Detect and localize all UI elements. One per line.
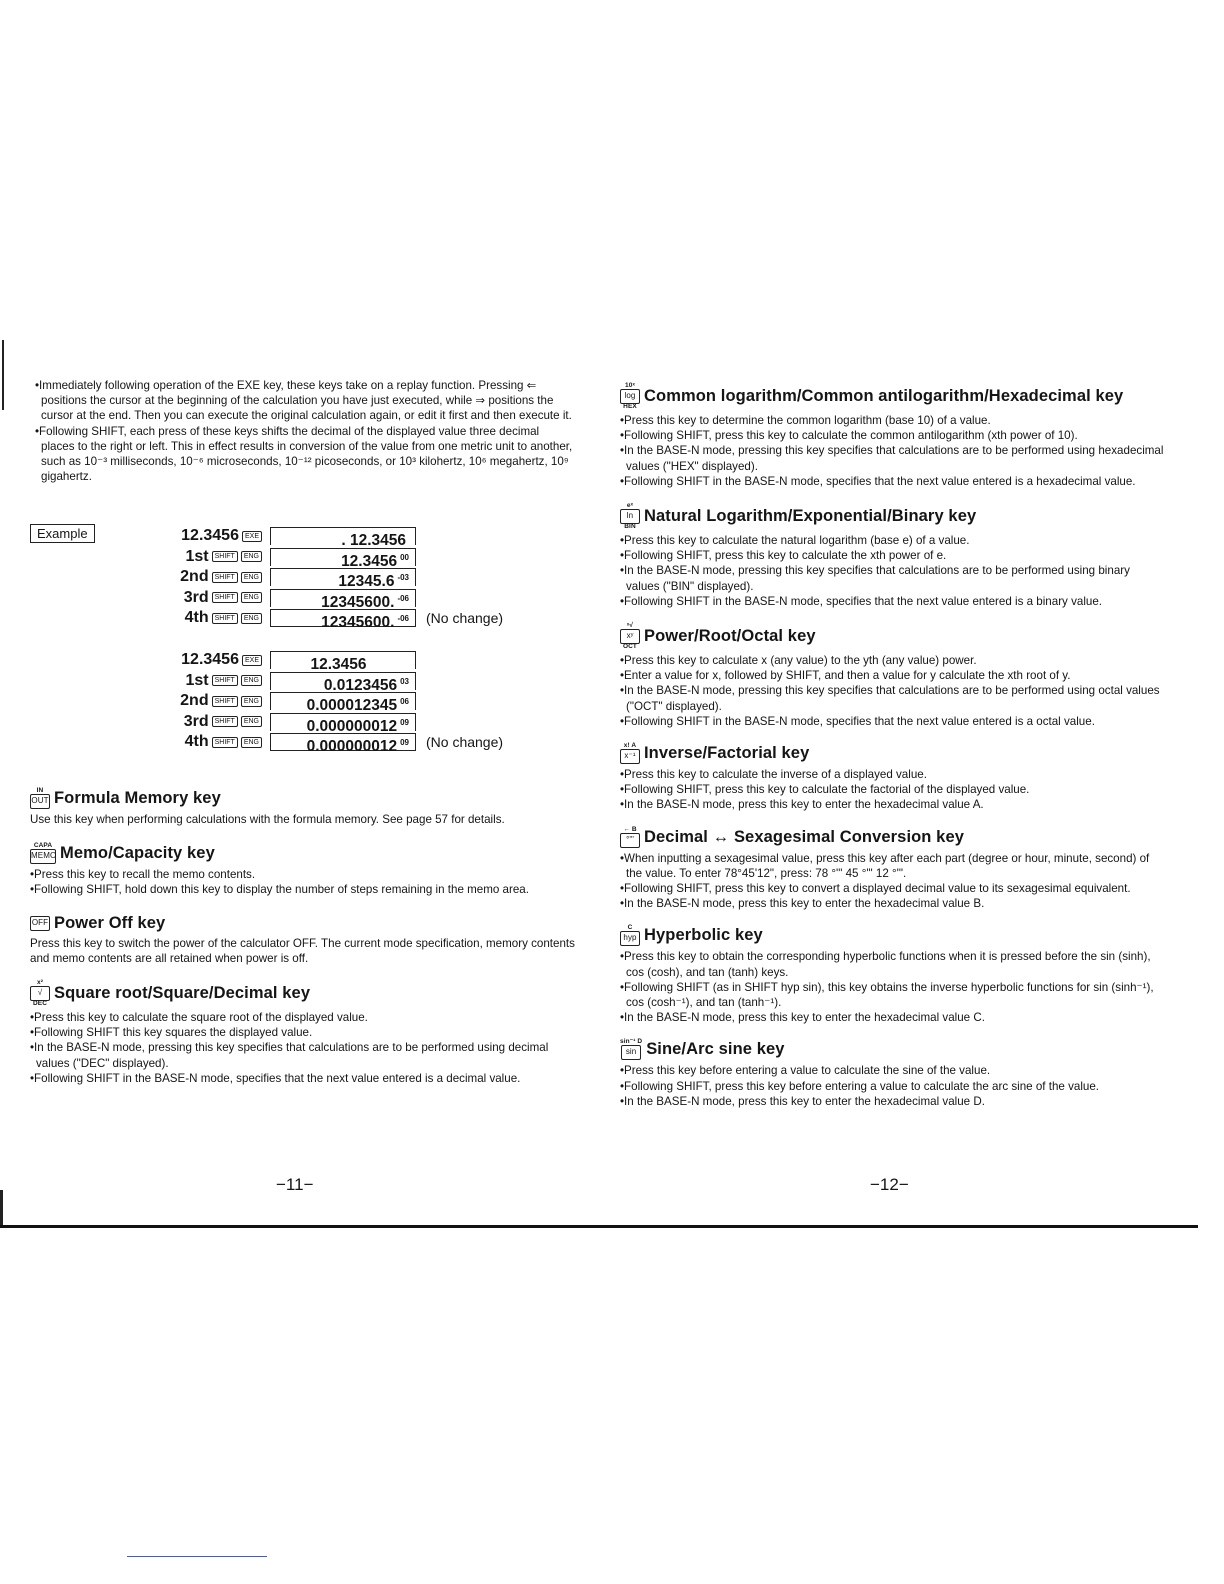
section-title: Hyperbolic key	[644, 926, 763, 945]
eng-key-icon: ENG	[241, 613, 262, 624]
left-sections: IN OUT Formula Memory key Use this key when performing calculations with the formula memory. See page 57 for details. CAPA MEMO Memo/Capacity key •Press this key to recall the memo contents. •Following SHIFT, hold down this key to display the number of steps remaining in the memo area. OFF Power Off key Press this key to switch the power of the calculator OFF. The current mode specification, memory contents and memo contents are all retained when power is off. x² √ DEC Square root/Square/Decimal key •Press this key to calculate the square root of the displayed value. •Following SHIFT this key squares the displayed value. •In the BASE-N mode, pressing this key specifies that calculations are to be performed using decimal values ("DEC" displayed). •Following SHIFT in the BASE-N mode, specifies that the next value entered is a decimal value.	[30, 787, 575, 1085]
scan-artifact-line	[127, 1556, 267, 1557]
power-heading: ˣ√ xʸ OCT Power/Root/Octal key	[620, 623, 1165, 650]
right-page: 10ˣ log HEX Common logarithm/Common antilogarithm/Hexadecimal key •Press this key to determine the common logarithm (base 10) of a value. •Following SHIFT, press this key to calculate the common antilogarithm (xth power of 10). •In the BASE-N mode, pressing this key specifies that calculations are to be performed using hexadecimal values ("HEX" displayed). •Following SHIFT in the BASE-N mode, specifies that the next value entered is a hexadecimal value. eˣ ln BIN Natural Logarithm/Exponential/Binary key •Press this key to calculate the natural logarithm (base e) of a value. •Following SHIFT, press this key to calculate the xth power of e. •In the BASE-N mode, pressing this key specifies that calculations are to be performed using binary values ("BIN" displayed). •Following SHIFT in the BASE-N mode, specifies that the next value entered is a binary value. ˣ√ xʸ OCT Power/Root/Octal key •Press this key to calculate x (any value) to the yth (any value) power. •Enter a value for x, followed by SHIFT, and then a value for y calculate the xth root of y. •In the BASE-N mode, pressing this key specifies that calculations are to be performed using octal values ("OCT" displayed). •Following SHIFT in the BASE-N mode, specifies that the next value entered is a octal value. x! A x⁻¹ Inverse/Factorial key •Press this key to calculate the inverse of a displayed value. •Following SHIFT, press this key to calculate the factorial of the displayed value. •In the BASE-N mode, press this key to enter the hexadecimal value A. ← B °'" Decimal ↔ Sexagesimal Conversion key •When inputting a sexagesimal value, press this key after each part (degree or hour, minute, second) of the value. To enter 78°45'12", press: 78 °'" 45 °'" 12 °'". •Following SHIFT, press this key to convert a displayed decimal value to its sexagesimal equivalent. •In the BASE-N mode, press this key to enter the hexadecimal value B. C hyp Hyperbolic key •Press this key to obtain the corresponding hyperbolic functions when it is pressed before the sin (sinh), cos (cosh), and tan (tanh) keys. •Following SHIFT (as in SHIFT hyp sin), this key obtains the inverse hyperbolic functions for sin (sinh⁻¹), cos (cosh⁻¹), and tan (tanh⁻¹). •In the BASE-N mode, press this key to enter the hexadecimal value C. sin⁻¹ D sin Sine/Arc sine key •Press this key before entering a value to calculate the sine of the value. •Following SHIFT, press this key before entering a value to calculate the arc sine of the value. •In the BASE-N mode, press this key to enter the hexadecimal value D.	[620, 382, 1164, 1108]
page-number-right: −12−	[870, 1175, 909, 1194]
example-display: 0.0123456 $^{03}$	[270, 672, 416, 690]
example-display: 0.000012345 $^{06}$	[270, 692, 416, 710]
section-title: Decimal ↔ Sexagesimal Conversion key	[644, 827, 965, 846]
section-title: Sine/Arc sine key	[646, 1040, 785, 1059]
eng-key-icon: ENG	[241, 716, 262, 727]
example-row: 12.3456 EXE 12.3456	[170, 650, 503, 671]
example-display: 12.3456 $^{00}$	[270, 548, 416, 566]
example-row: 4th SHIFT ENG 0.000000012 $^{09}$ (No change)	[184, 733, 504, 756]
example-row: 1st SHIFT ENG 12.3456 $^{00}$	[170, 547, 503, 568]
shift-key-icon: SHIFT	[212, 572, 238, 583]
shift-key-icon: SHIFT	[212, 613, 238, 624]
shift-key-icon: SHIFT	[212, 592, 238, 603]
formula-key-icon: OUT	[30, 794, 50, 809]
shift-key-icon: SHIFT	[212, 696, 238, 707]
memo-heading: CAPA MEMO Memo/Capacity key	[31, 842, 215, 863]
eng-key-icon: ENG	[241, 696, 262, 707]
example-step-label: 12.3456	[181, 527, 239, 545]
shift-key-icon: SHIFT	[212, 675, 238, 686]
binding-edge-mark	[2, 340, 4, 410]
eng-key-icon: ENG	[241, 572, 262, 583]
intro-section	[30, 378, 575, 484]
log-key-icon: log	[620, 389, 640, 404]
power-off-heading	[30, 914, 575, 933]
page-bottom-rule	[0, 1225, 1198, 1228]
example-row: 4th SHIFT ENG 12345600. $^{-06}$ (No change)	[184, 609, 504, 632]
example-group-2	[170, 650, 504, 756]
section-text: Use this key when performing calculations with the formula memory. See page 57 for details.	[30, 813, 505, 826]
example-display: 12.3456	[270, 651, 416, 669]
left-page	[30, 378, 575, 1085]
inverse-heading: x! A x⁻¹ Inverse/Factorial key	[620, 743, 1165, 764]
eng-key-icon: ENG	[241, 737, 262, 748]
sin-key-icon: sin	[621, 1045, 641, 1060]
exe-key-icon: EXE	[242, 655, 262, 666]
power-key-icon: xʸ	[620, 629, 640, 644]
intro-bullet: •Immediately following operation of the EXE key, these keys take on a replay function. Pressing ⇐ positions the cursor at the beginning of the calculation you have just executed, while ⇒ positions the cursor at the end. Then you can execute the original calculation again, or edit it first and then execute it.	[35, 379, 572, 423]
no-change-note: (No change)	[426, 734, 504, 751]
page-number-left: −11−	[276, 1175, 314, 1194]
shift-key-icon: SHIFT	[212, 551, 238, 562]
memo-key-icon: MEMO	[30, 849, 56, 864]
inverse-key-icon: x⁻¹	[620, 749, 640, 764]
section-title: Power/Root/Octal key	[644, 627, 816, 646]
example-row: 2nd SHIFT ENG 12345.6 $^{-03}$	[170, 567, 503, 588]
section-title: Memo/Capacity key	[60, 844, 215, 863]
eng-key-icon: ENG	[241, 551, 262, 562]
example-row: 1st SHIFT ENG 0.0123456 $^{03}$	[170, 671, 503, 692]
section-title: Formula Memory key	[54, 789, 221, 807]
eng-key-icon: ENG	[241, 675, 262, 686]
ln-heading: eˣ ln BIN Natural Logarithm/Exponential/Binary key	[620, 503, 1165, 530]
section-title: Power Off key	[54, 913, 166, 932]
example-display: 0.000000012 $^{09}$	[270, 713, 416, 731]
formula-heading: IN OUT Formula Memory key	[31, 787, 221, 807]
no-change-note: (No change)	[426, 610, 504, 627]
example-group-1	[170, 526, 504, 632]
log-heading: 10ˣ log HEX Common logarithm/Common antilogarithm/Hexadecimal key	[620, 383, 1165, 410]
exe-key-icon: EXE	[242, 531, 262, 542]
sine-heading: sin⁻¹ D sin Sine/Arc sine key	[620, 1038, 785, 1059]
section-title: Square root/Square/Decimal key	[54, 984, 311, 1003]
example-display: 12345600. $^{-06}$	[270, 609, 416, 627]
example-row	[170, 526, 503, 550]
example-display: 12345600. $^{-06}$	[270, 589, 416, 607]
degree-key-icon: °'"	[620, 833, 640, 848]
hyp-heading: C hyp Hyperbolic key	[620, 925, 1165, 946]
sqrt-heading: x² √ DEC Square root/Square/Decimal key	[30, 980, 575, 1007]
section-title: Natural Logarithm/Exponential/Binary key	[644, 507, 977, 526]
binding-edge-mark	[0, 1190, 3, 1225]
example-label: Example	[30, 524, 95, 543]
sqrt-key-icon: √	[30, 986, 50, 1001]
shift-key-icon: SHIFT	[212, 716, 238, 727]
ln-key-icon: ln	[620, 509, 640, 524]
shift-key-icon: SHIFT	[212, 737, 238, 748]
off-key-icon: OFF	[30, 916, 50, 931]
intro-bullet: •Following SHIFT, each press of these keys shifts the decimal of the displayed value three decimal places to the right or left. This in effect results in conversion of the value from one metric unit to another, such as 10⁻³ milliseconds, 10⁻⁶ microseconds, 10⁻¹² picoseconds, or 10³ kilohertz, 10⁶ megahertz, 10⁹ gigahertz.	[35, 424, 573, 484]
eng-key-icon: ENG	[241, 592, 262, 603]
example-row: 3rd SHIFT ENG 12345600. $^{-06}$	[170, 588, 503, 609]
example-display: . 12.3456	[270, 527, 416, 545]
example-row: 3rd SHIFT ENG 0.000000012 $^{09}$	[170, 712, 503, 733]
example-display: 0.000000012 $^{09}$	[270, 733, 416, 751]
hyp-key-icon: hyp	[620, 931, 640, 946]
example-display: 12345.6 $^{-03}$	[270, 568, 416, 586]
section-title: Inverse/Factorial key	[644, 744, 810, 763]
section-title: Common logarithm/Common antilogarithm/Hexadecimal key	[644, 387, 1124, 405]
decimal-heading: ← B °'" Decimal ↔ Sexagesimal Conversion key	[620, 827, 1165, 848]
example-row: 2nd SHIFT ENG 0.000012345 $^{06}$	[170, 691, 503, 712]
